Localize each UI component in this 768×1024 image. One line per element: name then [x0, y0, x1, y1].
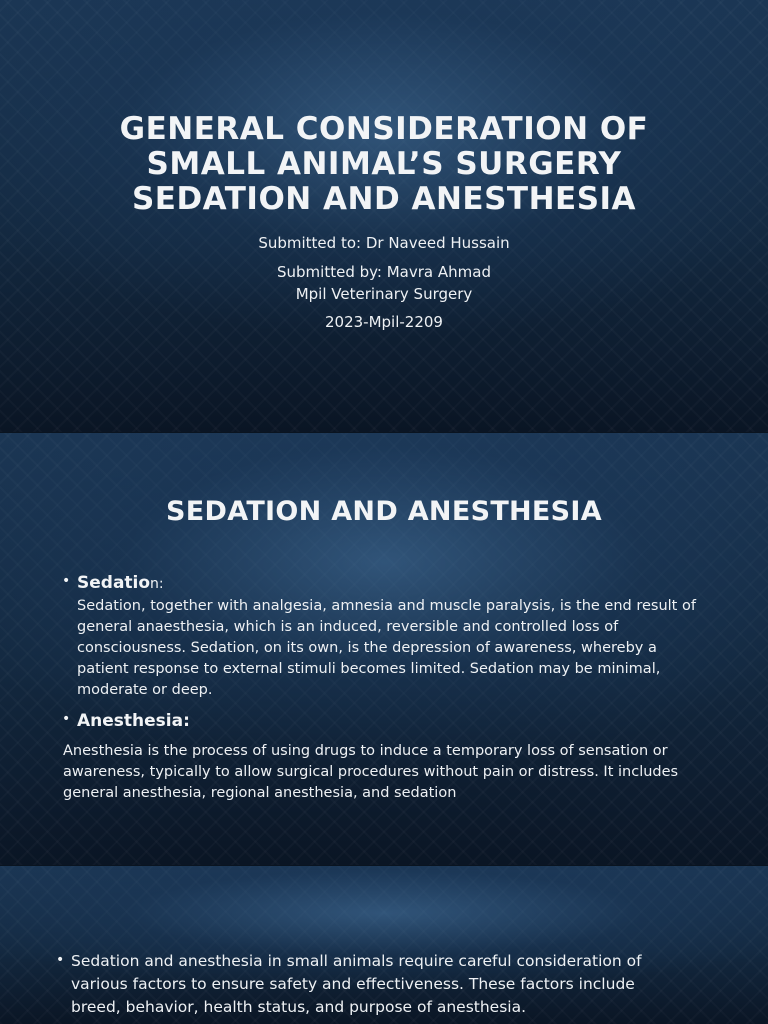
registration-number: 2023-Mpil-2209: [325, 313, 443, 331]
considerations-slide: [0, 866, 768, 1024]
sedation-term-tail: n:: [150, 576, 164, 592]
submitted-by: Submitted by: Mavra Ahmad: [277, 263, 491, 281]
sedation-term: [77, 573, 164, 593]
bullet-marker: •: [56, 952, 65, 968]
anesthesia-definition: Anesthesia is the process of using drugs to induce a temporary loss of sensation or awareness, typically to allow surgical procedures without pain or distress. It includes general anesthesia, regional anesthesia, and sedation: [63, 743, 679, 801]
definitions-slide: [0, 433, 768, 865]
bullet-marker: •: [62, 573, 71, 589]
slide-heading: SEDATION AND ANESTHESIA: [166, 496, 602, 527]
presentation-title: [40, 112, 728, 217]
title-line-3: SEDATION AND ANESTHESIA: [131, 181, 637, 217]
sedation-definition: Sedation, together with analgesia, amnesia and muscle paralysis, is the end result of general anaesthesia, which is an induced, reversible and controlled loss of consciousness. Sedation, on its own, is the depression of awareness, whereby a patient response to external stimuli becomes limited. Sedation may be minimal, moderate or deep.: [77, 598, 696, 698]
title-line-1: GENERAL CONSIDERATION OF: [119, 111, 649, 147]
considerations-text: Sedation and anesthesia in small animals require careful consideration of various factors to ensure safety and effectiveness. These factors include breed, behavior, health status, and purpose of anesthesia.: [71, 952, 642, 1016]
title-line-2: SMALL ANIMAL’S SURGERY: [146, 146, 622, 182]
bullet-marker: •: [62, 711, 71, 727]
submitted-to: Submitted to: Dr Naveed Hussain: [258, 234, 510, 252]
program-name: Mpil Veterinary Surgery: [295, 285, 473, 303]
sedation-term-bold: Sedatio: [77, 573, 151, 593]
title-slide: [0, 0, 768, 432]
anesthesia-term: Anesthesia:: [77, 711, 190, 731]
